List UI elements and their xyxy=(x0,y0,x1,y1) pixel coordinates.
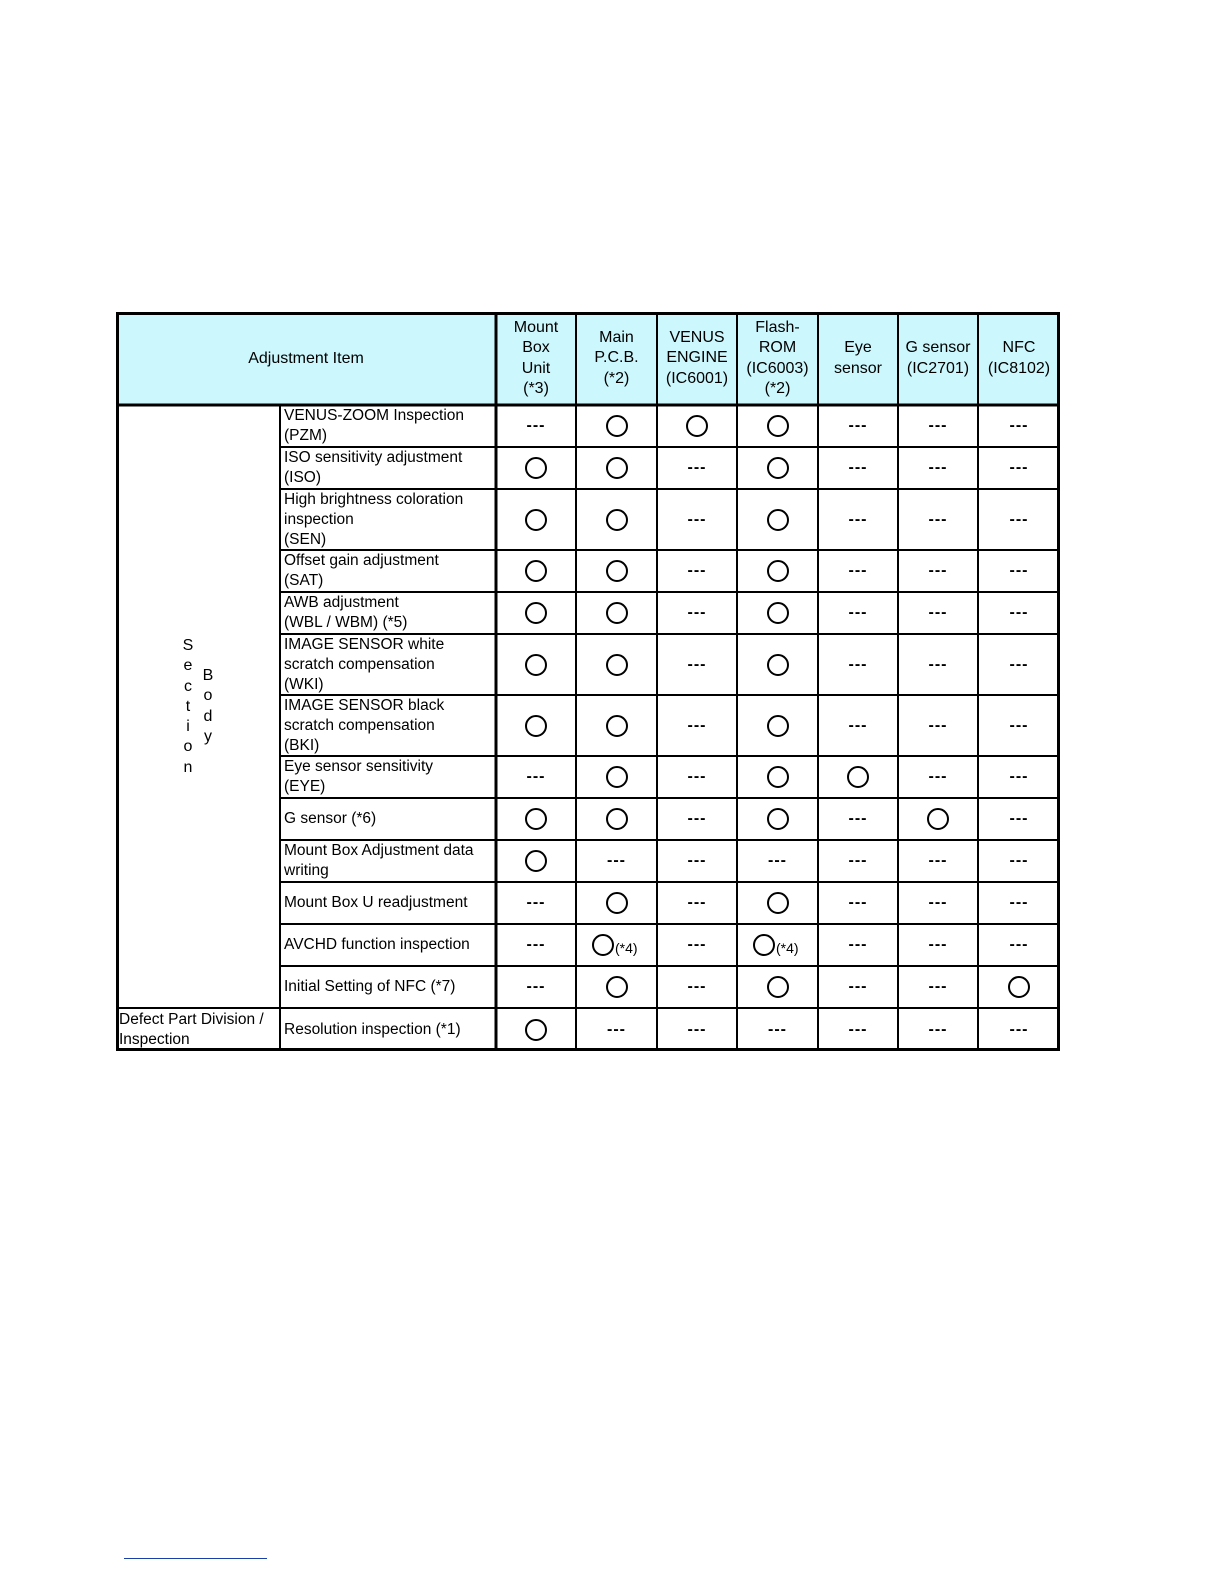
dash-mark: --- xyxy=(526,768,546,785)
adjustment-item-label: ISO sensitivity adjustment (ISO) xyxy=(284,449,463,486)
mark-cell xyxy=(576,695,657,756)
mark-cell xyxy=(657,550,737,592)
mark-cell xyxy=(818,447,898,489)
circle-mark-icon xyxy=(606,415,628,437)
dash-mark: --- xyxy=(768,852,787,869)
dash-mark: --- xyxy=(687,510,707,528)
adjustment-item-label: Resolution inspection (*1) xyxy=(284,1020,461,1038)
mark-cell xyxy=(657,405,737,447)
mark-cell xyxy=(818,592,898,634)
mark-cell xyxy=(496,798,576,840)
mark-cell xyxy=(818,798,898,840)
dash-mark: --- xyxy=(1009,1020,1029,1038)
dash-mark: --- xyxy=(1009,459,1029,476)
mark-cell xyxy=(898,405,978,447)
section-body-sublabel xyxy=(202,666,214,747)
adjustment-item-label: Eye sensor sensitivity (EYE) xyxy=(284,758,434,795)
adjustment-item-label: G sensor (*6) xyxy=(284,810,377,827)
mark-cell xyxy=(978,966,1060,1008)
section-letter: o xyxy=(203,687,213,705)
mark-cell xyxy=(898,634,978,695)
circle-mark-icon xyxy=(606,715,628,737)
adjustment-item-label: Initial Setting of NFC (*7) xyxy=(284,978,456,995)
circle-mark-icon xyxy=(753,934,775,956)
mark-cell xyxy=(818,1008,898,1051)
circle-mark-icon xyxy=(767,509,789,531)
mark-cell xyxy=(898,756,978,798)
dash-mark: --- xyxy=(526,894,546,911)
dash-mark: --- xyxy=(687,768,707,785)
dash-mark: --- xyxy=(928,852,948,869)
dash-mark: --- xyxy=(687,978,707,995)
circle-mark-icon xyxy=(525,602,547,624)
mark-cell xyxy=(657,882,737,924)
dash-mark: --- xyxy=(687,894,707,911)
dash-mark: --- xyxy=(928,604,948,621)
mark-cell xyxy=(898,550,978,592)
mark-cell xyxy=(657,592,737,634)
dash-mark: --- xyxy=(928,716,948,734)
dash-mark: --- xyxy=(928,655,948,673)
dash-mark: --- xyxy=(848,978,868,995)
column-header: G sensor (IC2701) xyxy=(905,339,971,377)
dash-mark: --- xyxy=(526,978,546,995)
circle-mark-icon xyxy=(606,766,628,788)
dash-mark: --- xyxy=(848,852,868,869)
adjustment-table xyxy=(116,312,1060,1051)
section-letter: c xyxy=(184,677,192,695)
mark-cell xyxy=(576,592,657,634)
dash-mark: --- xyxy=(1009,604,1029,621)
mark-cell xyxy=(818,405,898,447)
circle-mark-icon xyxy=(767,976,789,998)
circle-mark-icon xyxy=(592,934,614,956)
section-body-label xyxy=(182,636,194,778)
mark-cell xyxy=(576,798,657,840)
dash-mark: --- xyxy=(526,936,546,953)
mark-cell xyxy=(496,405,576,447)
mark-cell xyxy=(737,1008,818,1051)
circle-mark-icon xyxy=(767,766,789,788)
column-header: NFC (IC8102) xyxy=(987,339,1051,377)
mark-cell xyxy=(818,840,898,882)
circle-mark-icon xyxy=(606,892,628,914)
mark-note: (*4) xyxy=(776,940,799,956)
circle-mark-icon xyxy=(767,560,789,582)
column-header: Flash- ROM (IC6003) (*2) xyxy=(746,318,809,397)
mark-cell xyxy=(657,489,737,550)
column-header: VENUS ENGINE (IC6001) xyxy=(665,328,729,387)
dash-mark: --- xyxy=(928,562,948,579)
mark-cell xyxy=(657,798,737,840)
mark-cell xyxy=(496,756,576,798)
mark-cell xyxy=(657,447,737,489)
mark-cell xyxy=(496,882,576,924)
mark-cell xyxy=(818,756,898,798)
mark-cell xyxy=(978,840,1060,882)
dash-mark: --- xyxy=(928,768,948,785)
dash-mark: --- xyxy=(848,810,868,827)
mark-cell xyxy=(576,924,657,966)
dash-mark: --- xyxy=(687,562,707,579)
mark-cell xyxy=(657,966,737,1008)
mark-note: (*4) xyxy=(615,940,638,956)
dash-mark: --- xyxy=(928,459,948,476)
mark-cell xyxy=(496,489,576,550)
adjustment-item-label: IMAGE SENSOR white scratch compensation (WKI) xyxy=(284,635,445,693)
dash-mark: --- xyxy=(687,1020,707,1038)
mark-cell xyxy=(818,550,898,592)
dash-mark: --- xyxy=(1009,852,1029,869)
mark-cell xyxy=(576,840,657,882)
circle-mark-icon xyxy=(767,602,789,624)
circle-mark-icon xyxy=(1008,976,1030,998)
mark-cell xyxy=(978,550,1060,592)
column-header: Main P.C.B. (*2) xyxy=(594,328,639,387)
mark-cell xyxy=(898,489,978,550)
dash-mark: --- xyxy=(687,716,707,734)
section-letter: B xyxy=(202,667,214,684)
dash-mark: --- xyxy=(687,936,707,953)
dash-mark: --- xyxy=(1009,655,1029,673)
dash-mark: --- xyxy=(848,716,868,734)
mark-cell xyxy=(978,447,1060,489)
mark-cell xyxy=(818,489,898,550)
dash-mark: --- xyxy=(607,1020,626,1038)
dash-mark: --- xyxy=(848,936,868,953)
mark-cell xyxy=(737,840,818,882)
dash-mark: --- xyxy=(848,1020,868,1038)
corner-header: Adjustment Item xyxy=(248,349,364,367)
dash-mark: --- xyxy=(607,852,626,869)
circle-mark-icon xyxy=(767,415,789,437)
mark-cell xyxy=(576,447,657,489)
circle-mark-icon xyxy=(525,654,547,676)
mark-cell xyxy=(978,695,1060,756)
mark-cell xyxy=(978,798,1060,840)
footer-rule xyxy=(124,1558,267,1559)
section-defect-label: Defect Part Division / Inspection xyxy=(119,1010,264,1048)
mark-cell xyxy=(978,756,1060,798)
circle-mark-icon xyxy=(767,892,789,914)
mark-cell xyxy=(737,882,818,924)
mark-cell xyxy=(576,489,657,550)
circle-mark-icon xyxy=(767,808,789,830)
mark-cell xyxy=(898,798,978,840)
adjustment-item-label: Mount Box U readjustment xyxy=(284,894,468,911)
dash-mark: --- xyxy=(1009,716,1029,734)
dash-mark: --- xyxy=(848,604,868,621)
dash-mark: --- xyxy=(1009,562,1029,579)
mark-cell xyxy=(496,924,576,966)
mark-cell xyxy=(496,634,576,695)
mark-cell xyxy=(737,405,818,447)
dash-mark: --- xyxy=(687,810,707,827)
dash-mark: --- xyxy=(848,562,868,579)
adjustment-item-label: High brightness coloration inspection (SEN) xyxy=(284,490,464,548)
mark-cell xyxy=(818,882,898,924)
mark-cell xyxy=(898,924,978,966)
dash-mark: --- xyxy=(848,459,868,476)
mark-cell xyxy=(978,489,1060,550)
mark-cell xyxy=(576,634,657,695)
dash-mark: --- xyxy=(848,894,868,911)
mark-cell xyxy=(737,447,818,489)
mark-cell xyxy=(818,695,898,756)
adjustment-item-label: AWB adjustment (WBL / WBM) (*5) xyxy=(284,594,408,631)
mark-cell xyxy=(978,1008,1060,1051)
mark-cell xyxy=(978,405,1060,447)
dash-mark: --- xyxy=(1009,894,1029,911)
mark-cell xyxy=(657,924,737,966)
circle-mark-icon xyxy=(606,976,628,998)
dash-mark: --- xyxy=(768,1020,787,1038)
circle-mark-icon xyxy=(606,654,628,676)
circle-mark-icon xyxy=(525,850,547,872)
circle-mark-icon xyxy=(686,415,708,437)
circle-mark-icon xyxy=(606,560,628,582)
mark-cell xyxy=(657,1008,737,1051)
mark-cell xyxy=(818,634,898,695)
mark-cell xyxy=(496,550,576,592)
mark-cell xyxy=(898,447,978,489)
mark-cell xyxy=(496,1008,576,1051)
mark-cell xyxy=(818,924,898,966)
circle-mark-icon xyxy=(606,457,628,479)
dash-mark: --- xyxy=(1009,417,1029,434)
mark-cell xyxy=(898,840,978,882)
circle-mark-icon xyxy=(847,766,869,788)
mark-cell xyxy=(737,798,818,840)
mark-cell xyxy=(737,592,818,634)
dash-mark: --- xyxy=(928,510,948,528)
adjustment-item-label: AVCHD function inspection xyxy=(284,936,470,953)
dash-mark: --- xyxy=(1009,768,1029,785)
mark-cell xyxy=(737,634,818,695)
mark-cell xyxy=(898,695,978,756)
circle-mark-icon xyxy=(767,457,789,479)
mark-cell xyxy=(818,966,898,1008)
mark-cell xyxy=(657,840,737,882)
circle-mark-icon xyxy=(525,808,547,830)
section-letter: S xyxy=(182,637,194,654)
circle-mark-icon xyxy=(767,654,789,676)
circle-mark-icon xyxy=(525,457,547,479)
mark-cell xyxy=(737,550,818,592)
mark-cell xyxy=(978,882,1060,924)
circle-mark-icon xyxy=(606,509,628,531)
dash-mark: --- xyxy=(848,655,868,673)
section-letter: y xyxy=(204,727,212,745)
dash-mark: --- xyxy=(526,417,546,434)
dash-mark: --- xyxy=(687,852,707,869)
mark-cell xyxy=(737,966,818,1008)
mark-cell xyxy=(496,592,576,634)
circle-mark-icon xyxy=(767,715,789,737)
mark-cell xyxy=(737,924,818,966)
section-letter: d xyxy=(203,707,213,725)
dash-mark: --- xyxy=(928,417,948,434)
mark-cell xyxy=(898,592,978,634)
dash-mark: --- xyxy=(1009,936,1029,953)
mark-cell xyxy=(657,756,737,798)
mark-cell xyxy=(576,1008,657,1051)
mark-cell xyxy=(737,489,818,550)
mark-cell xyxy=(737,695,818,756)
section-letter: e xyxy=(183,657,193,675)
adjustment-item-label: IMAGE SENSOR black scratch compensation (BKI) xyxy=(284,696,445,754)
mark-cell xyxy=(496,695,576,756)
mark-cell xyxy=(576,882,657,924)
mark-cell xyxy=(576,550,657,592)
circle-mark-icon xyxy=(525,1019,547,1041)
mark-cell xyxy=(657,634,737,695)
circle-mark-icon xyxy=(606,602,628,624)
mark-cell xyxy=(576,966,657,1008)
dash-mark: --- xyxy=(687,459,707,476)
dash-mark: --- xyxy=(928,1020,948,1038)
circle-mark-icon xyxy=(525,509,547,531)
dash-mark: --- xyxy=(687,655,707,673)
circle-mark-icon xyxy=(525,560,547,582)
mark-cell xyxy=(898,882,978,924)
dash-mark: --- xyxy=(928,978,948,995)
mark-cell xyxy=(576,756,657,798)
mark-cell xyxy=(496,966,576,1008)
dash-mark: --- xyxy=(928,936,948,953)
mark-cell xyxy=(576,405,657,447)
adjustment-item-label: VENUS-ZOOM Inspection (PZM) xyxy=(284,407,465,444)
section-letter: i xyxy=(186,718,190,736)
adjustment-item-label: Offset gain adjustment (SAT) xyxy=(284,552,439,589)
mark-cell xyxy=(978,924,1060,966)
mark-cell xyxy=(657,695,737,756)
dash-mark: --- xyxy=(928,894,948,911)
mark-cell xyxy=(898,1008,978,1051)
section-letter: o xyxy=(183,738,193,756)
mark-cell xyxy=(496,447,576,489)
circle-mark-icon xyxy=(606,808,628,830)
mark-cell xyxy=(898,966,978,1008)
mark-cell xyxy=(496,840,576,882)
dash-mark: --- xyxy=(848,510,868,528)
mark-cell xyxy=(737,756,818,798)
dash-mark: --- xyxy=(1009,510,1029,528)
adjustment-item-label: Mount Box Adjustment data writing xyxy=(284,842,474,879)
mark-cell xyxy=(978,634,1060,695)
circle-mark-icon xyxy=(525,715,547,737)
section-letter: t xyxy=(185,697,191,715)
circle-mark-icon xyxy=(927,808,949,830)
dash-mark: --- xyxy=(687,604,707,621)
dash-mark: --- xyxy=(1009,810,1029,827)
column-header: Eye sensor xyxy=(833,339,883,377)
column-header: Mount Box Unit (*3) xyxy=(513,318,559,397)
section-letter: n xyxy=(183,758,193,776)
mark-cell xyxy=(978,592,1060,634)
dash-mark: --- xyxy=(848,417,868,434)
